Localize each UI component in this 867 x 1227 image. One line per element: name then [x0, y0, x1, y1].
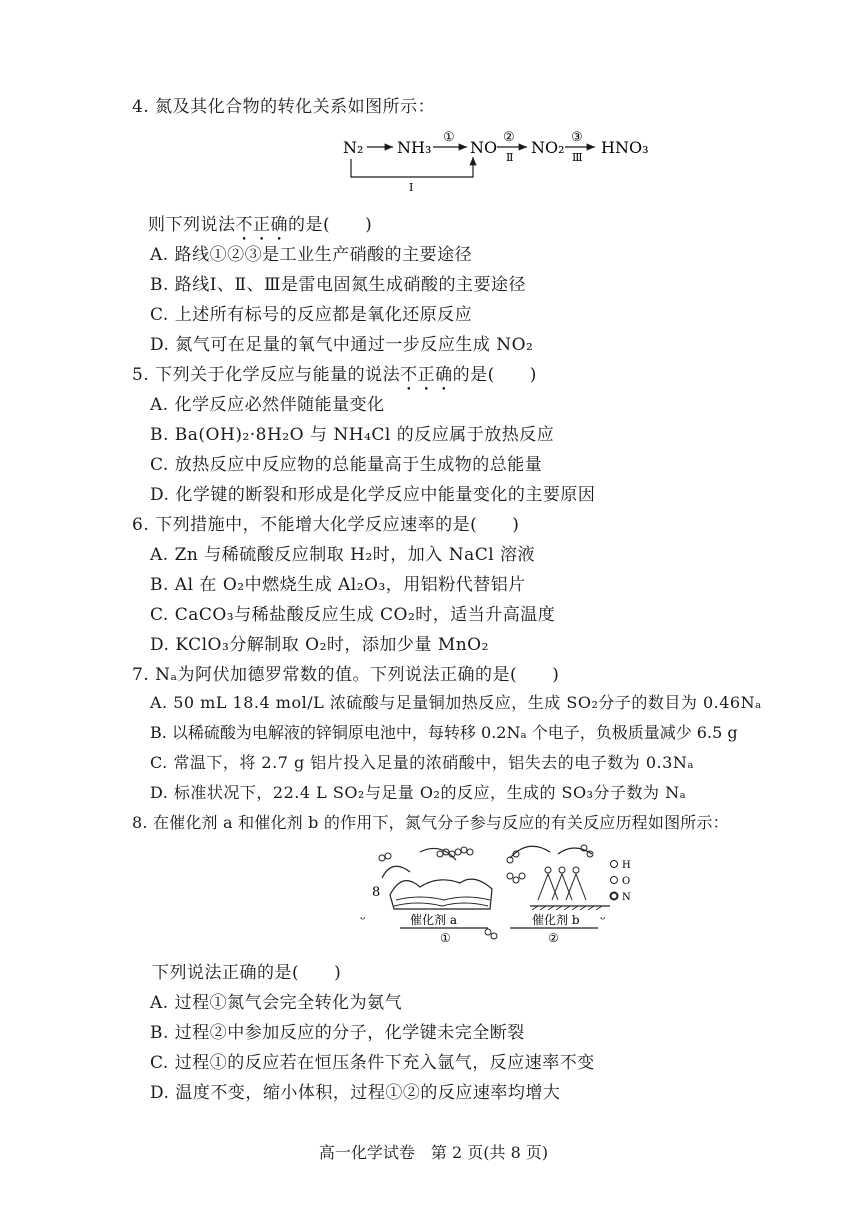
legend-h: H	[622, 860, 631, 871]
svg-text:8: 8	[372, 885, 381, 900]
legend-o: O	[622, 876, 631, 887]
q4-prompt: 则下列说法不正确的是( )	[148, 215, 373, 235]
q5-stem: 5. 下列关于化学反应与能量的说法不正确的是( )	[132, 365, 537, 385]
q7-option-d: D. 标准状况下，22.4 L SO₂与足量 O₂的反应，生成的 SO₃分子数为 Nₐ	[150, 783, 687, 802]
q5-option-a: A. 化学反应必然伴随能量变化	[150, 395, 385, 415]
catalyst-b-label: 催化剂 b	[532, 913, 580, 927]
route1-label: Ⅰ	[409, 181, 414, 194]
q8-option-c: C. 过程①的反应若在恒压条件下充入氩气，反应速率不变	[150, 1053, 595, 1073]
step3-label: ③	[571, 130, 583, 145]
no2-label: NO₂	[531, 138, 565, 157]
q4-option-d: D. 氮气可在足量的氧气中通过一步反应生成 NO₂	[150, 335, 534, 355]
hno3-label: HNO₃	[601, 138, 649, 157]
step1-label: ①	[443, 130, 455, 145]
q4-stem: 4. 氮及其化合物的转化关系如图所示：	[132, 97, 436, 117]
legend-n: N	[622, 892, 631, 903]
q6-option-a: A. Zn 与稀硫酸反应制取 H₂时，加入 NaCl 溶液	[150, 545, 536, 565]
no-label: NO	[470, 138, 498, 157]
atom-legend	[611, 860, 632, 903]
catalyst-a-panel	[360, 847, 492, 945]
step2-label: ②	[503, 130, 515, 145]
q6-stem: 6. 下列措施中，不能增大化学反应速率的是( )	[132, 515, 520, 535]
q8-option-a: A. 过程①氮气会完全转化为氨气	[150, 993, 403, 1013]
catalyst-b-panel	[507, 845, 610, 945]
catalyst-reaction-figure	[360, 840, 650, 950]
q4-option-c: C. 上述所有标号的反应都是氧化还原反应	[150, 305, 473, 325]
catalyst-a-label: 催化剂 a	[410, 913, 457, 927]
q5-option-d: D. 化学键的断裂和形成是化学反应中能量变化的主要原因	[150, 485, 596, 505]
q7-option-a: A. 50 mL 18.4 mol/L 浓硫酸与足量铜加热反应，生成 SO₂分子的数目为 0.46Nₐ	[150, 693, 762, 712]
figure-step2-label: ②	[548, 931, 559, 945]
nh3-label: NH₃	[397, 138, 432, 157]
route3-label: Ⅲ	[572, 151, 583, 164]
q4-option-b: B. 路线Ⅰ、Ⅱ、Ⅲ是雷电固氮生成硝酸的主要途径	[150, 275, 526, 295]
q7-option-b: B. 以稀硫酸为电解液的锌铜原电池中，每转移 0.2Nₐ 个电子，负极质量减少 6.5 g	[150, 723, 738, 742]
q8-option-d: D. 温度不变，缩小体积，过程①②的反应速率均增大	[150, 1083, 561, 1103]
svg-text:ᵕ: ᵕ	[600, 912, 606, 928]
q7-option-c: C. 常温下，将 2.7 g 铝片投入足量的浓硝酸中，铝失去的电子数为 0.3Nₐ	[150, 753, 694, 772]
route2-label: Ⅱ	[506, 151, 514, 164]
q8-option-b: B. 过程②中参加反应的分子，化学键未完全断裂	[150, 1023, 525, 1043]
q8-stem: 8. 在催化剂 a 和催化剂 b 的作用下，氮气分子参与反应的有关反应历程如图所示：	[132, 813, 729, 832]
q8-prompt: 下列说法正确的是( )	[152, 963, 342, 983]
page-footer: 高一化学试卷 第 2 页(共 8 页)	[318, 1143, 549, 1162]
nitrogen-conversion-diagram	[335, 125, 655, 195]
q7-stem: 7. Nₐ为阿伏加德罗常数的值。下列说法正确的是( )	[132, 665, 560, 685]
q6-option-d: D. KClO₃分解制取 O₂时，添加少量 MnO₂	[150, 635, 489, 655]
n2-label: N₂	[343, 138, 364, 157]
svg-text:ᵕ: ᵕ	[360, 912, 366, 928]
figure-step1-label: ①	[440, 931, 451, 945]
q5-option-c: C. 放热反应中反应物的总能量高于生成物的总能量	[150, 455, 543, 475]
q6-option-b: B. Al 在 O₂中燃烧生成 Al₂O₃，用铝粉代替铝片	[150, 575, 526, 595]
q6-option-c: C. CaCO₃与稀盐酸反应生成 CO₂时，适当升高温度	[150, 605, 556, 625]
q5-option-b: B. Ba(OH)₂·8H₂O 与 NH₄Cl 的反应属于放热反应	[150, 425, 555, 445]
q4-option-a: A. 路线①②③是工业生产硝酸的主要途径	[150, 245, 473, 265]
